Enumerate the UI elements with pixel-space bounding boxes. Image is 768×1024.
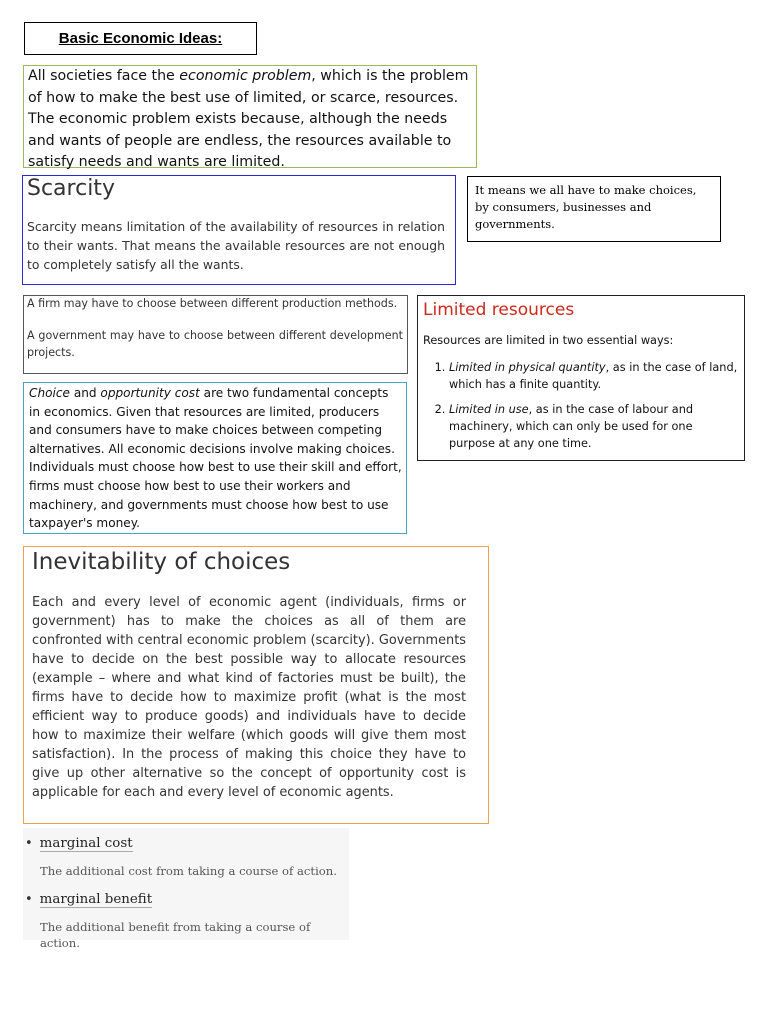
page-title: Basic Economic Ideas: — [58, 30, 223, 47]
choice-body: are two fundamental concepts in economics. Given that resources are limited, producers and consumers have to make choices between competing alternatives. All economic decisions involve making choices. Individuals must choose how best to use their skill and effort, firms must choose how best to use their workers and machinery, and governments must choose how best to use taxpayer's money. — [29, 386, 402, 531]
choice-term: Choice — [29, 386, 70, 400]
scarcity-box — [22, 175, 456, 285]
inevitability-box — [23, 546, 489, 824]
term-item — [25, 888, 349, 909]
list-item-text: , as in the case of land, which has a finite quantity. — [449, 361, 738, 391]
firm-note: A firm may have to choose between different production methods. — [27, 297, 398, 310]
term-definition: The additional cost from taking a course of action. — [40, 864, 337, 878]
intro-text-start: All societies face the — [28, 68, 180, 84]
list-item-emphasis: Limited in physical quantity — [449, 361, 606, 374]
scarcity-heading: Scarcity — [27, 176, 115, 201]
intro-text — [28, 66, 476, 174]
choices-note: It means we all have to make choices, by consumers, businesses and governments. — [475, 183, 697, 231]
list-item — [449, 401, 740, 452]
choice-opportunity-cost-box — [23, 382, 407, 534]
inevitability-heading: Inevitability of choices — [32, 549, 291, 575]
limited-resources-box — [417, 295, 745, 461]
opportunity-cost-term: opportunity cost — [100, 386, 200, 400]
list-item — [449, 359, 740, 393]
limited-resources-heading: Limited resources — [423, 300, 575, 320]
intro-box — [23, 65, 477, 171]
term-word[interactable]: marginal cost — [39, 836, 133, 851]
firm-government-note-box — [23, 295, 408, 374]
term-item — [25, 832, 349, 853]
marginal-terms-box — [23, 828, 349, 950]
choice-connector: and — [69, 386, 101, 400]
limited-resources-list — [423, 359, 740, 452]
bullet-icon: • — [25, 836, 33, 851]
term-word[interactable]: marginal benefit — [39, 892, 153, 907]
government-note: A government may have to choose between different development projects. — [27, 329, 403, 359]
list-item-text: , as in the case of labour and machinery, which can only be used for one purpose at any one time. — [449, 403, 694, 450]
choice-text — [29, 384, 402, 533]
list-item-emphasis: Limited in use — [449, 403, 529, 416]
choices-note-box — [467, 176, 721, 242]
intro-emphasis: economic problem — [179, 68, 312, 84]
page-title-box — [24, 22, 257, 55]
intro-text-end: , which is the problem of how to make the best use of limited, or scarce, resources. The economic problem exists because, although the needs and wants of people are endless, the resources available to satisfy needs and wants are limited. — [28, 68, 469, 171]
limited-resources-lead: Resources are limited in two essential ways: — [423, 334, 674, 347]
scarcity-body: Scarcity means limitation of the availability of resources in relation to their wants. That means the available resources are not enough to completely satisfy all the wants. — [27, 219, 445, 272]
inevitability-body: Each and every level of economic agent (individuals, firms or government) has to make the choices as all of them are confronted with central economic problem (scarcity). Governments have to decide on the best possible way to allocate resources (example – where and what kind of factories must be built), the firms have to decide how to maximize profit (what is the most efficient way to produce goods) and individuals have to decide how to maximize their welfare (which goods will give them most satisfaction). In the process of making this choice they have to give up other alternative so the concept of opportunity cost is applicable for each and every level of economic agents. — [32, 595, 466, 800]
bullet-icon: • — [25, 892, 33, 907]
term-definition: The additional benefit from taking a course of action. — [40, 920, 311, 950]
